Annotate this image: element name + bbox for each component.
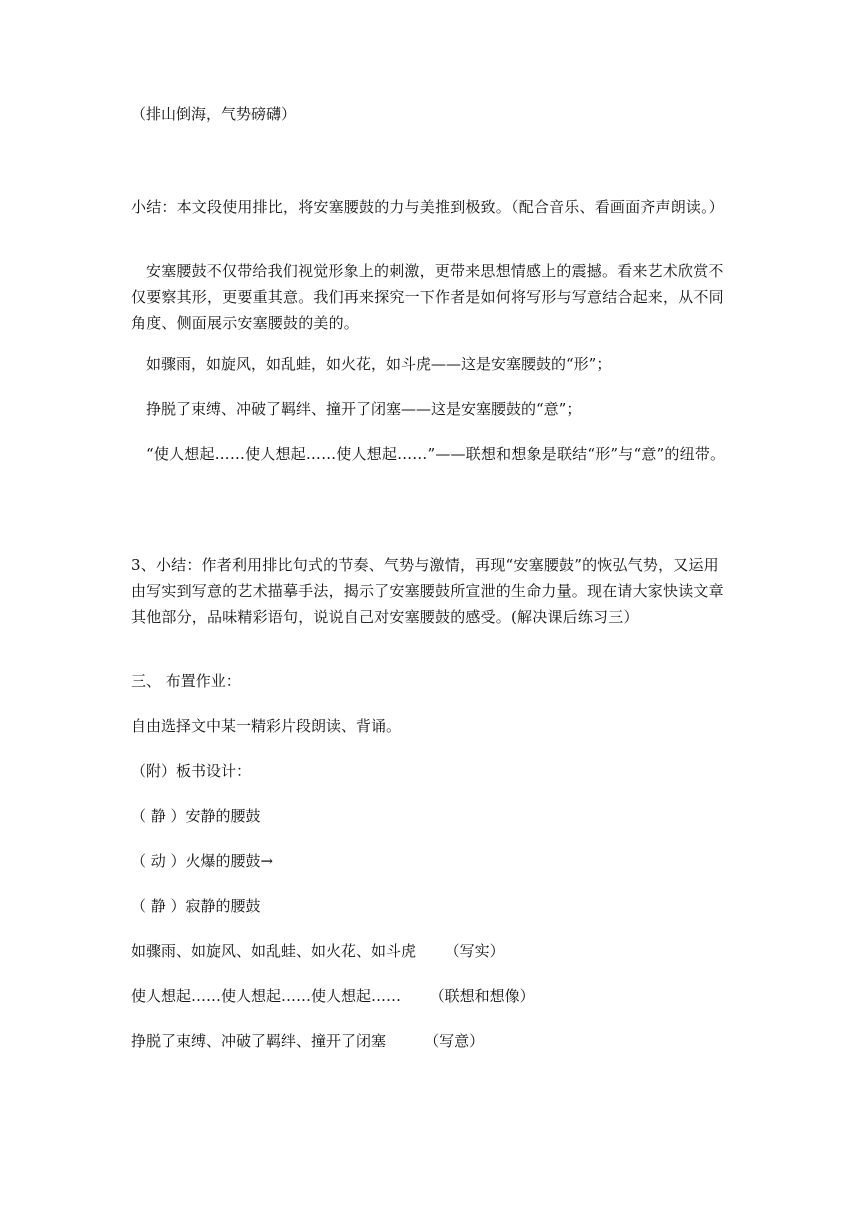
board-line-realistic: 如骤雨、如旋风、如乱蛙、如火花、如斗虎 （写实）	[131, 942, 505, 960]
board-line-quiet: （ 静 ）安静的腰鼓	[131, 807, 261, 825]
board-line-imagination: 使人想起……使人想起……使人想起…… （联想和想像）	[131, 987, 535, 1005]
text-line-xing: 如骤雨，如旋风，如乱蛙，如火花，如斗虎——这是安塞腰鼓的“形”；	[146, 355, 612, 373]
board-heading: （附）板书设计：	[131, 762, 252, 780]
board-line-expressive: 挣脱了束缚、冲破了羁绊、撞开了闭塞 （写意）	[131, 1032, 485, 1050]
board-line-active	[131, 848, 733, 874]
summary-paragraph-1: 小结：本文段使用排比，将安塞腰鼓的力与美推到极致。（配合音乐、看画面齐声朗读。）	[131, 198, 725, 216]
summary-paragraph-3: 3、小结：作者利用排比句式的节奏、气势与激情，再现“安塞腰鼓”的恢弘气势，又运用由写实到写意的艺术描摹手法，揭示了安塞腰鼓所宣泄的生命力量。现在请大家快读文章其他部分，品味精彩语句，说说自己对安塞腰鼓的感受。(解决课后练习三）	[131, 556, 724, 626]
homework-heading: 三、 布置作业：	[131, 672, 241, 690]
text-line-paishan: （排山倒海，气势磅礴）	[131, 105, 297, 123]
board-line-silent: （ 静 ）寂静的腰鼓	[131, 897, 261, 915]
paragraph-visual-impact: 安塞腰鼓不仅带给我们视觉形象上的刺激，更带来思想情感上的震撼。看来艺术欣赏不仅要察其形，更要重其意。我们再来探究一下作者是如何将写形与写意结合起来，从不同角度、侧面展示安塞腰鼓的美的。	[131, 262, 724, 332]
board-line-active-text: （ 动 ）火爆的腰鼓	[131, 852, 261, 870]
text-line-yi: 挣脱了束缚、冲破了羁绊、撞开了闭塞——这是安塞腰鼓的“意”；	[146, 400, 582, 418]
homework-text: 自由选择文中某一精彩片段朗读、背诵。	[131, 717, 402, 735]
paragraph-association: “使人想起……使人想起……使人想起……”——联想和想象是联结“形”与“意”的纽带。	[146, 445, 726, 463]
arrow-right-icon: →	[260, 852, 274, 870]
